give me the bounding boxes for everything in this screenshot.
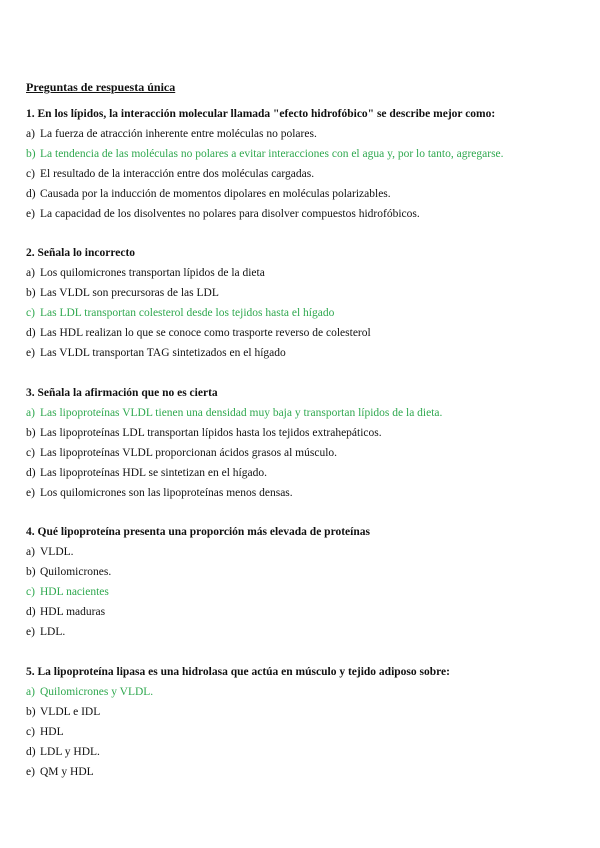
option-text: HDL nacientes (40, 586, 109, 598)
answer-option (26, 325, 586, 345)
option-text: Las LDL transportan colesterol desde los tejidos hasta el hígado (40, 307, 335, 319)
option-text: VLDL. (40, 546, 74, 558)
answer-option (26, 724, 586, 744)
answer-option (26, 206, 586, 226)
option-letter: e) (26, 208, 35, 220)
answer-option (26, 265, 586, 285)
question-text: La lipoproteína lipasa es una hidrolasa que actúa en músculo y tejido adiposo sobre: (34, 666, 450, 678)
question-title (26, 385, 586, 405)
option-text: Causada por la inducción de momentos dipolares en moléculas polarizables. (40, 188, 391, 200)
question-text: Qué lipoproteína presenta una proporción más elevada de proteínas (34, 526, 370, 538)
option-letter: a) (26, 267, 35, 279)
answer-option (26, 285, 586, 305)
answer-option (26, 345, 586, 365)
option-letter: d) (26, 467, 36, 479)
answer-option-correct (26, 146, 586, 166)
question-4 (26, 524, 586, 644)
option-letter: c) (26, 586, 35, 598)
question-5 (26, 664, 586, 784)
option-text: La tendencia de las moléculas no polares a evitar interacciones con el agua y, por lo tanto, agregarse. (40, 148, 504, 160)
option-text: HDL (40, 726, 64, 738)
option-text: La capacidad de los disolventes no polares para disolver compuestos hidrofóbicos. (40, 208, 420, 220)
answer-option-correct (26, 405, 586, 425)
question-number: 4. (26, 526, 35, 538)
question-3 (26, 385, 586, 505)
option-letter: e) (26, 626, 35, 638)
answer-option (26, 564, 586, 584)
option-letter: a) (26, 128, 35, 140)
option-letter: c) (26, 168, 35, 180)
answer-option (26, 744, 586, 764)
answer-option (26, 544, 586, 564)
answer-option-correct (26, 305, 586, 325)
answer-option (26, 704, 586, 724)
option-text: HDL maduras (40, 606, 106, 618)
option-text: Los quilomicrones transportan lípidos de la dieta (40, 267, 265, 279)
answer-option (26, 126, 586, 146)
option-text: Quilomicrones y VLDL. (40, 686, 154, 698)
option-letter: a) (26, 686, 35, 698)
option-letter: e) (26, 487, 35, 499)
option-letter: c) (26, 726, 35, 738)
option-text: La fuerza de atracción inherente entre moléculas no polares. (40, 128, 317, 140)
answer-option (26, 604, 586, 624)
option-text: LDL y HDL. (40, 746, 100, 758)
answer-option (26, 425, 586, 445)
answer-option (26, 166, 586, 186)
option-letter: e) (26, 766, 35, 778)
option-text: Quilomicrones. (40, 566, 112, 578)
option-text: El resultado de la interacción entre dos moléculas cargadas. (40, 168, 315, 180)
option-letter: e) (26, 347, 35, 359)
question-number: 1. (26, 108, 35, 120)
question-number: 2. (26, 247, 35, 259)
option-text: Las VLDL son precursoras de las LDL (40, 287, 219, 299)
question-1 (26, 106, 586, 226)
question-title (26, 524, 586, 544)
answer-option-correct (26, 584, 586, 604)
question-number: 3. (26, 387, 35, 399)
answer-option (26, 445, 586, 465)
answer-option (26, 465, 586, 485)
section-heading: Preguntas de respuesta única (26, 80, 176, 94)
option-text: Las lipoproteínas VLDL proporcionan ácidos grasos al músculo. (40, 447, 338, 459)
option-letter: d) (26, 188, 36, 200)
question-title (26, 664, 586, 684)
question-2 (26, 245, 586, 365)
question-text: En los lípidos, la interacción molecular llamada "efecto hidrofóbico" se describe mejor como: (34, 108, 496, 120)
answer-option (26, 764, 586, 784)
option-letter: d) (26, 746, 36, 758)
option-text: QM y HDL (40, 766, 94, 778)
option-text: Las lipoproteínas LDL transportan lípidos hasta los tejidos extrahepáticos. (40, 427, 382, 439)
answer-option (26, 624, 586, 644)
question-title (26, 106, 586, 126)
option-text: Las lipoproteínas HDL se sintetizan en el hígado. (40, 467, 267, 479)
option-text: Los quilomicrones son las lipoproteínas menos densas. (40, 487, 293, 499)
option-letter: a) (26, 546, 35, 558)
option-letter: b) (26, 148, 36, 160)
option-letter: d) (26, 327, 36, 339)
option-letter: b) (26, 427, 36, 439)
question-text: Señala lo incorrecto (34, 247, 136, 259)
question-title (26, 245, 586, 265)
option-letter: b) (26, 706, 36, 718)
option-text: VLDL e IDL (40, 706, 101, 718)
option-text: Las HDL realizan lo que se conoce como trasporte reverso de colesterol (40, 327, 371, 339)
question-number: 5. (26, 666, 35, 678)
option-letter: b) (26, 287, 36, 299)
option-text: LDL. (40, 626, 66, 638)
answer-option (26, 186, 586, 206)
option-text: Las VLDL transportan TAG sintetizados en el hígado (40, 347, 286, 359)
answer-option (26, 485, 586, 505)
option-letter: c) (26, 307, 35, 319)
option-letter: d) (26, 606, 36, 618)
question-text: Señala la afirmación que no es cierta (34, 387, 218, 399)
option-text: Las lipoproteínas VLDL tienen una densidad muy baja y transportan lípidos de la dieta. (40, 407, 443, 419)
option-letter: c) (26, 447, 35, 459)
answer-option-correct (26, 684, 586, 704)
option-letter: b) (26, 566, 36, 578)
option-letter: a) (26, 407, 35, 419)
